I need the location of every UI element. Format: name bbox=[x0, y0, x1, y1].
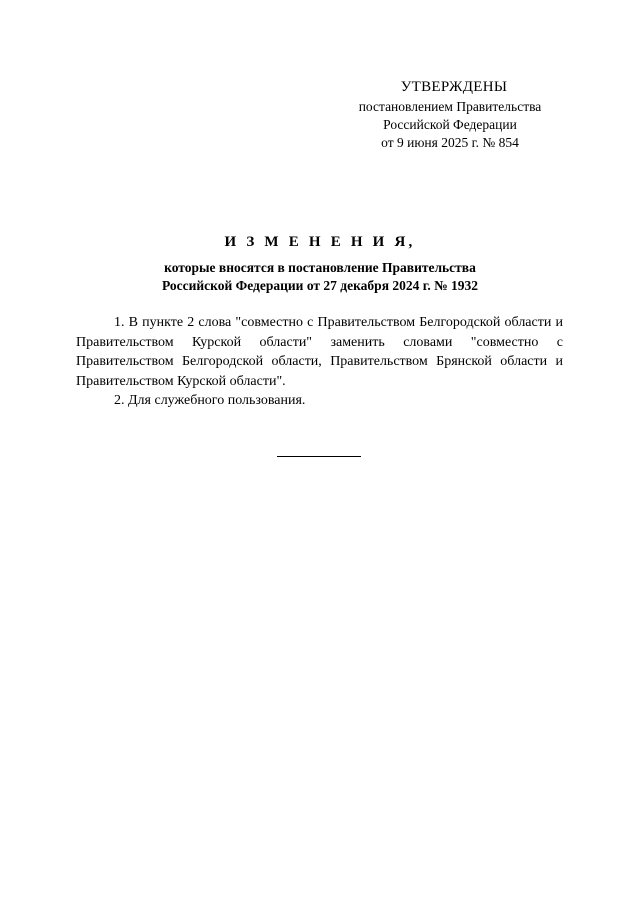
approval-line-1: постановлением Правительства bbox=[358, 99, 542, 114]
document-body bbox=[76, 313, 563, 411]
document-subtitle bbox=[0, 259, 640, 295]
subtitle-line-1: которые вносятся в постановление Правительства bbox=[164, 260, 476, 275]
document-title: И З М Е Н Е Н И Я, bbox=[224, 234, 416, 250]
item-1: 1. В пункте 2 слова "совместно с Правительством Белгородской области и Правительством Курской области" заменить словами "совместно с Правительством Белгородской области, Правительством Брянской области и Правительством Курской области". bbox=[76, 315, 563, 389]
approval-line-2: Российской Федерации bbox=[383, 117, 517, 132]
subtitle-line-2: Российской Федерации от 27 декабря 2024 г. № 1932 bbox=[161, 278, 479, 293]
approval-date-number: от 9 июня 2025 г. № 854 bbox=[381, 135, 519, 150]
approved-label: УТВЕРЖДЕНЫ bbox=[400, 79, 508, 95]
item-2: 2. Для служебного пользования. bbox=[114, 393, 306, 408]
closing-divider bbox=[277, 456, 361, 457]
approval-block bbox=[340, 78, 560, 152]
